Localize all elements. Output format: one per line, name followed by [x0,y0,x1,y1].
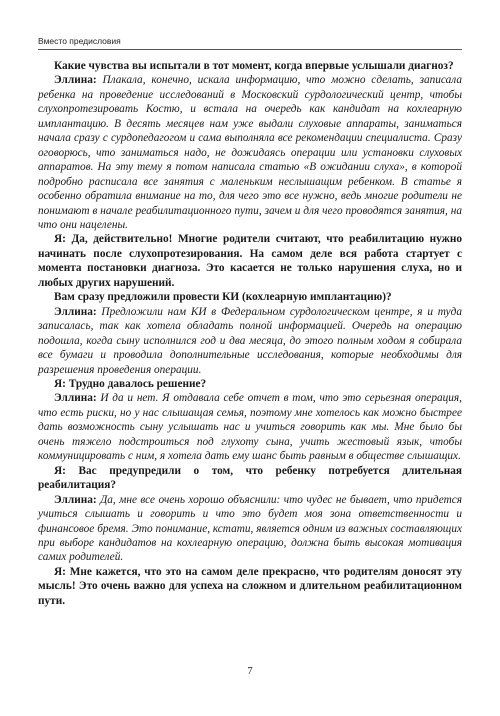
paragraph-text: Вас предупредили о том, что ребенку потребуется длительная реабилитация? [38,464,462,492]
speaker-label: Я: [54,565,66,578]
paragraph-text: Да, мне все очень хорошо объяснили: что чудес не бывает, что придется учиться слышать и говорить и что это будет моя зона ответственности и финансовое бремя. Это понимание, кстати, является одним из важных составляющих при выборе кандидатов на кохлеарную операцию, должна быть высокая мотивация самих родителей. [38,493,462,564]
paragraph-text: Трудно давалось решение? [68,377,207,390]
speaker-label: Я: [54,464,66,477]
question-paragraph [38,290,462,304]
speaker-label: Я: [54,233,66,246]
header-rule [38,49,462,50]
paragraph-text: Плакала, конечно, искала информацию, что можно сделать, записала ребенка на проведение исследований в Московский сурдологический центр, чтобы слухопротезировать Костю, и встала на очередь как кандидат на кохлеарную имплантацию. В десять месяцев нам уже выдали слуховые аппараты, заниматься начала сразу с сурдопедагогом и сама выполняла все рекомендации специалиста. Сразу оговорюсь, что заниматься надо, не дожидаясь операции или установки слуховых аппаратов. На эту тему я потом написала статью «В ожидании слуха», в которой подробно расписала все занятия с маленьким неслышащим ребенком. В статье я особенно обратила внимание на то, для чего это все нужно, ведь многие родители не понимают в начале реабилитационного пути, зачем и для чего проводятся занятия, на что они нацелены. [38,74,463,231]
answer-paragraph [38,73,462,232]
speaker-label: Эллина: [54,392,97,405]
paragraph-text: Предложили нам КИ в Федеральном сурдологическом центре, я и туда записалась, так как хотела обладать полной информацией. Очередь на операцию подошла, когда сыну исполнился год и два месяца, до этого полным ходом я собирала все бумаги и проводила дополнительные исследования, которые необходимы для разрешения проведения операции. [38,305,462,376]
answer-paragraph [38,391,462,463]
speaker-label: Эллина: [54,305,97,318]
answer-paragraph [38,305,462,377]
running-header: Вместо предисловия [38,36,121,46]
page-number: 7 [247,666,253,677]
paragraph-text: Какие чувства вы испытали в тот момент, когда впервые услышали диагноз? [54,60,454,72]
question-paragraph [38,464,462,493]
answer-paragraph [38,493,462,565]
paragraph-text: Вам сразу предложили провести КИ (кохлеарную имплантацию)? [54,291,392,304]
paragraph-text: Мне кажется, что это на самом деле прекрасно, что родителям доносят эту мысль! Это очень важно для успеха на сложном и длительном реабилитационном пути. [38,565,462,607]
speaker-label: Эллина: [54,74,97,87]
paragraph-text: Да, действительно! Многие родители считают, что реабилитацию нужно начинать после слухопротезирования. На самом деле вся работа стартует с момента постановки диагноза. Это касается не только нарушения слуха, но и любых других нарушений. [38,233,463,289]
question-paragraph [38,565,462,608]
interview-text [38,59,462,608]
speaker-label: Эллина: [54,493,97,506]
question-paragraph [38,377,462,391]
question-paragraph [38,59,462,73]
paragraph-text: И да и нет. Я отдавала себе отчет в том, что это серьезная операция, что есть риски, но у нас слышащая семья, поэтому мне хотелось как можно быстрее дать возможность сыну услышать нас и учиться говорить как мы. Мне было бы очень тяжело подстроиться под глухоту сына, учить жестовый язык, чтобы коммуницировать с ним, я хотела дать ему шанс быть равным в обществе слышащих. [38,392,462,463]
speaker-label: Я: [54,377,66,390]
question-paragraph [38,232,462,290]
